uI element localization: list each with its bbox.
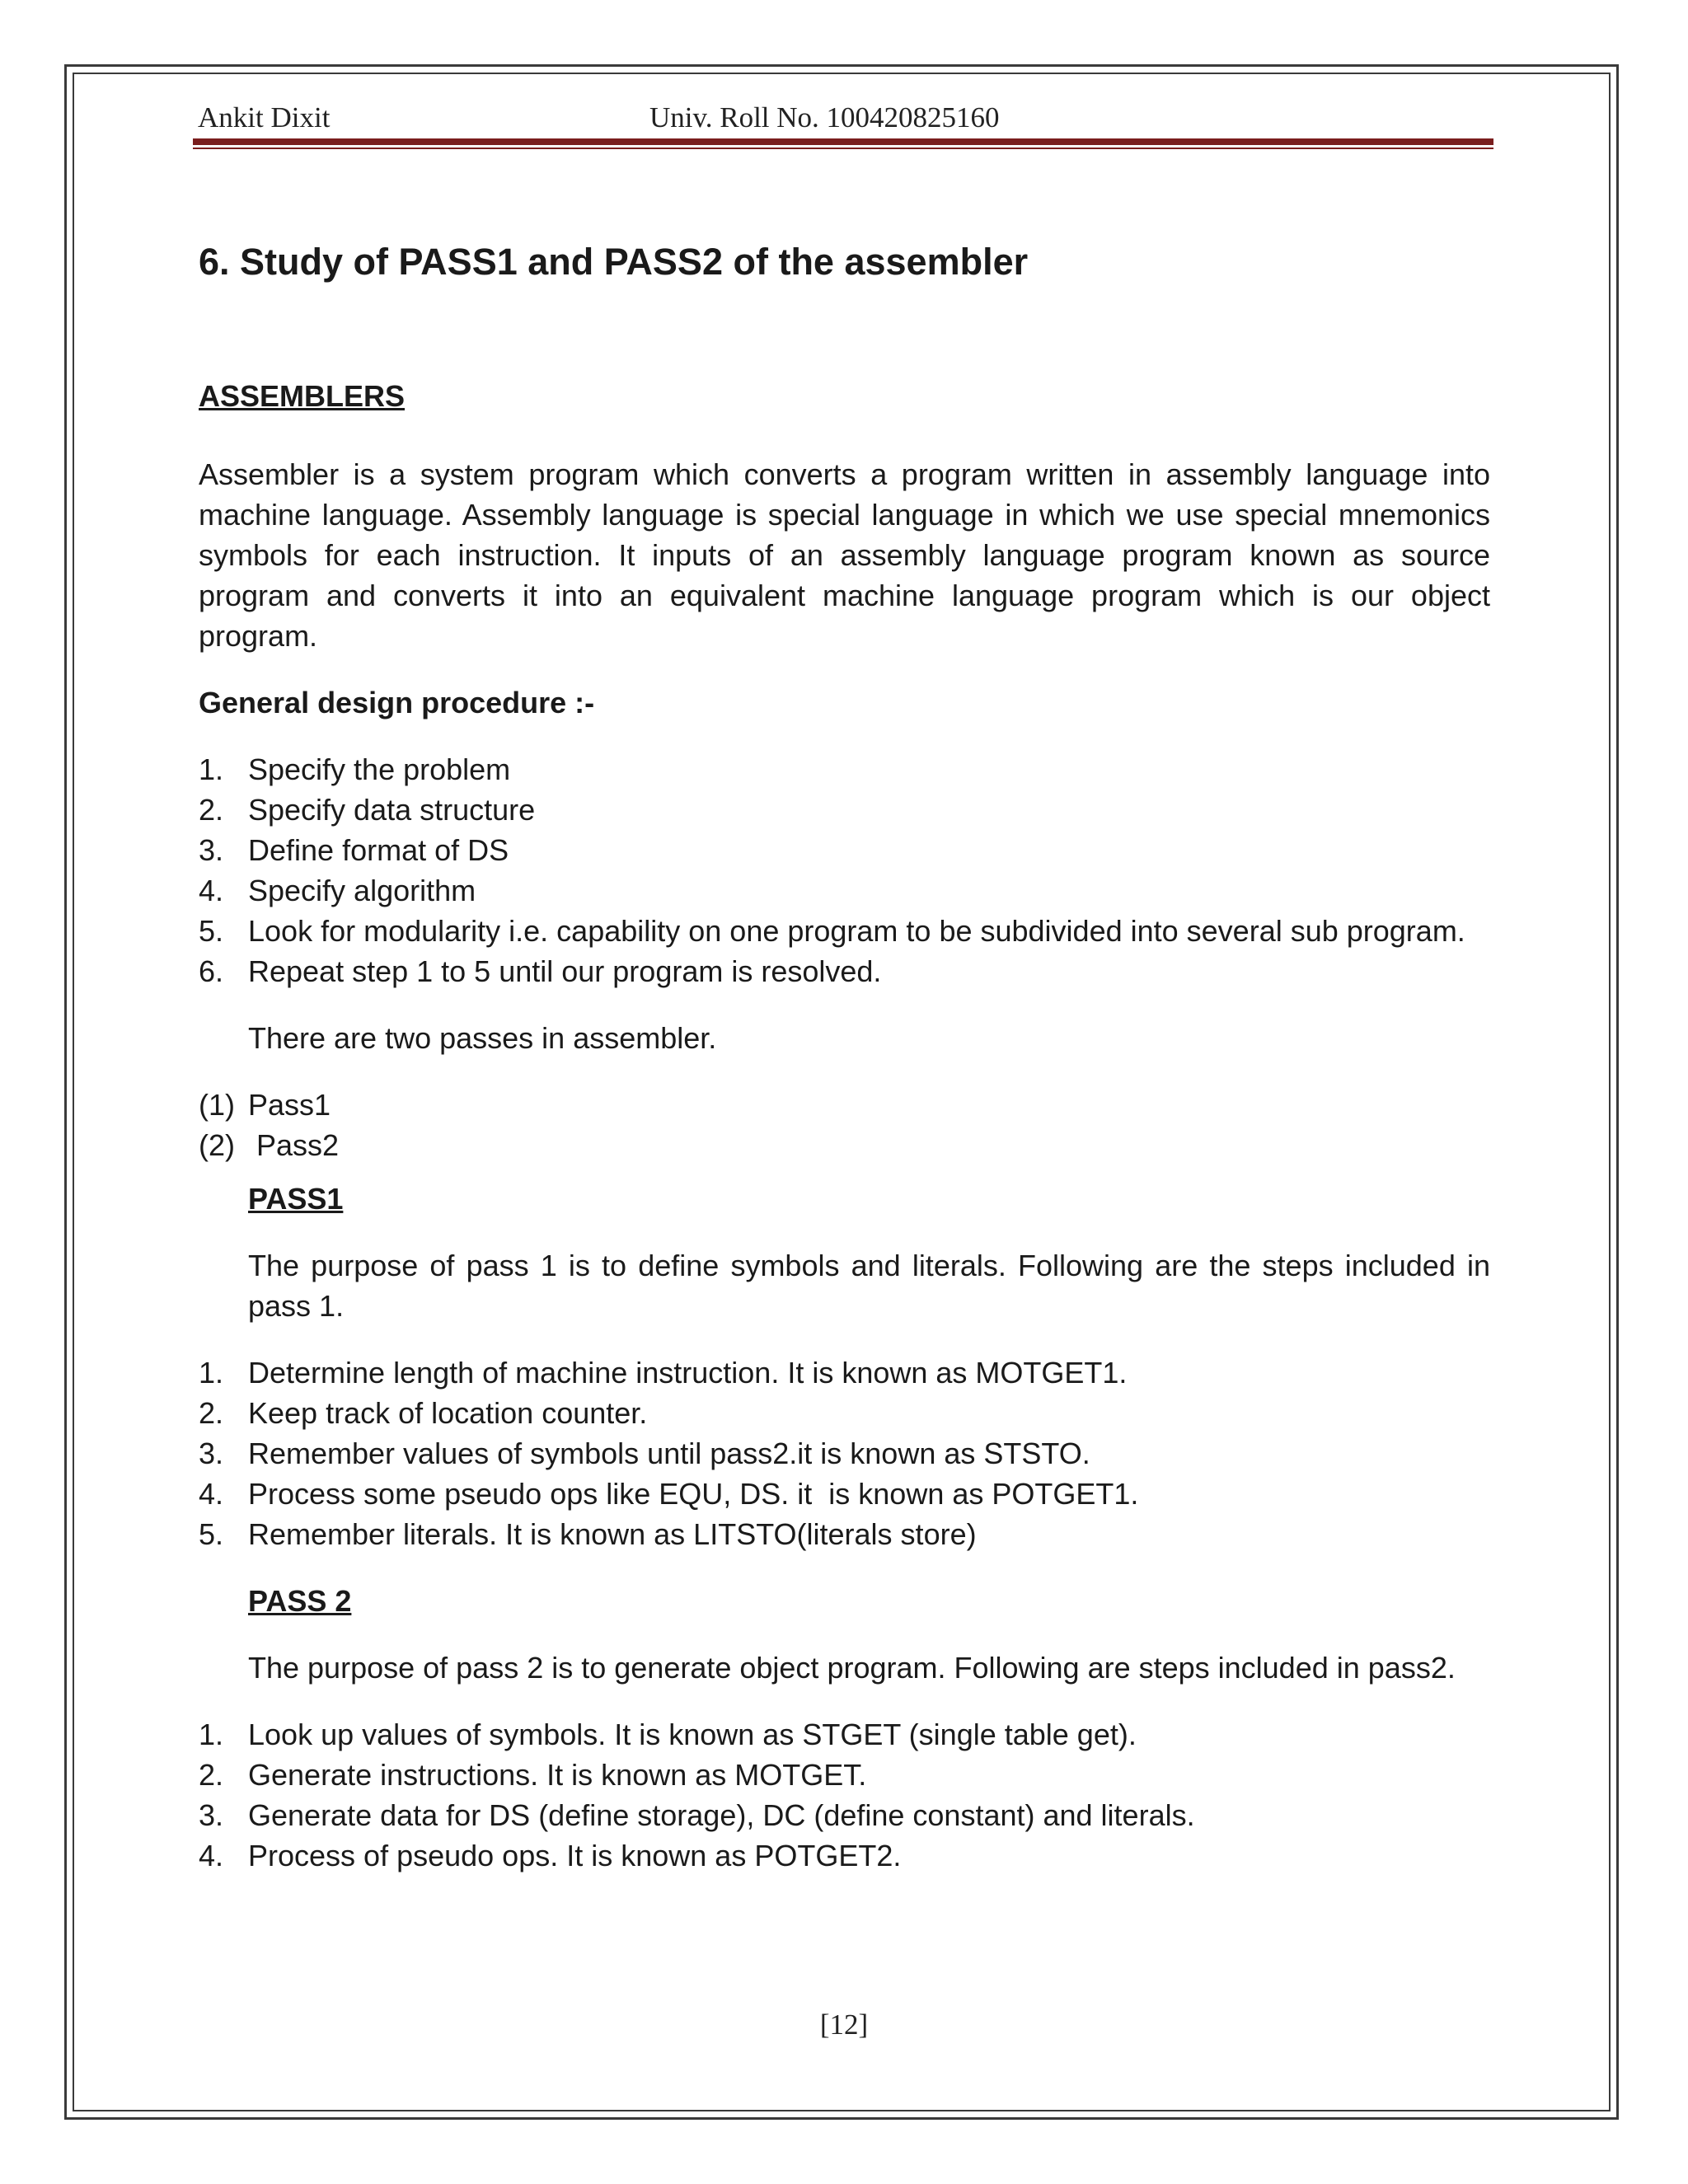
passes-list	[199, 1085, 1490, 1165]
list-text: Generate instructions. It is known as MOTGET.	[248, 1758, 867, 1792]
assemblers-paragraph: Assembler is a system program which converts a program written in assembly language into machine language. Assembly language is special language in which we use special mnemonics symbols for each instruction. It inputs of an assembly language program known as source program and converts it into an equivalent machine language program which is our object program.	[199, 457, 1490, 653]
list-item	[199, 1393, 1490, 1433]
list-item	[199, 790, 1490, 830]
list-number: 4.	[199, 1477, 224, 1511]
list-number: 3.	[199, 833, 224, 867]
pass1-heading: PASS1	[248, 1182, 344, 1216]
list-text: Specify algorithm	[248, 874, 476, 907]
list-item	[199, 1085, 1490, 1125]
design-heading: General design procedure :-	[199, 686, 595, 719]
list-item	[199, 1514, 1490, 1554]
list-number: (2)	[199, 1128, 235, 1162]
list-number: 3.	[199, 1436, 224, 1470]
list-text: Specify the problem	[248, 752, 511, 786]
list-text: Repeat step 1 to 5 until our program is resolved.	[248, 954, 882, 988]
list-text: Remember literals. It is known as LITSTO(literals store)	[248, 1517, 977, 1551]
list-number: 4.	[199, 1839, 224, 1872]
header-rule	[193, 138, 1493, 145]
header-roll-number: Univ. Roll No. 100420825160	[649, 101, 1000, 134]
list-number: 2.	[199, 793, 224, 827]
assemblers-heading: ASSEMBLERS	[199, 379, 406, 413]
pass1-paragraph: The purpose of pass 1 is to define symbols and literals. Following are the steps included in pass 1.	[248, 1249, 1490, 1323]
list-item	[199, 1433, 1490, 1474]
page-content	[199, 231, 1490, 1876]
list-text: Remember values of symbols until pass2.it is known as STSTO.	[248, 1436, 1090, 1470]
list-number: 1.	[199, 1356, 224, 1390]
list-text: Process some pseudo ops like EQU, DS. it is known as POTGET1.	[248, 1477, 1139, 1511]
list-number: 5.	[199, 1517, 224, 1551]
list-number: 1.	[199, 752, 224, 786]
list-number: 1.	[199, 1718, 224, 1751]
list-text: Keep track of location counter.	[248, 1396, 648, 1430]
list-number: 2.	[199, 1396, 224, 1430]
list-text: Determine length of machine instruction. It is known as MOTGET1.	[248, 1356, 1128, 1390]
list-text: Specify data structure	[248, 793, 536, 827]
page-number: [12]	[819, 2008, 869, 2041]
list-text: Look for modularity i.e. capability on one program to be subdivided into several sub program.	[248, 914, 1465, 948]
pass2-paragraph: The purpose of pass 2 is to generate object program. Following are steps included in pass2.	[248, 1651, 1456, 1685]
list-text: Pass2	[248, 1128, 340, 1162]
list-item	[199, 1125, 1490, 1165]
header-author: Ankit Dixit	[198, 101, 331, 134]
list-text: Pass1	[248, 1088, 331, 1122]
list-number: 2.	[199, 1758, 224, 1792]
page-title: 6. Study of PASS1 and PASS2 of the assembler	[199, 241, 1029, 283]
list-number: 6.	[199, 954, 224, 988]
pass1-steps-list	[199, 1352, 1490, 1554]
header-rule-thin	[193, 148, 1493, 149]
list-item	[199, 1714, 1490, 1755]
list-item	[199, 951, 1490, 991]
list-item	[199, 870, 1490, 911]
list-text: Generate data for DS (define storage), DC (define constant) and literals.	[248, 1798, 1195, 1832]
list-item	[199, 1755, 1490, 1795]
list-item	[199, 911, 1490, 951]
list-text: Define format of DS	[248, 833, 509, 867]
list-number: 5.	[199, 914, 224, 948]
list-item	[199, 749, 1490, 790]
list-text: Look up values of symbols. It is known as STGET (single table get).	[248, 1718, 1137, 1751]
list-item	[199, 1795, 1490, 1835]
list-number: 3.	[199, 1798, 224, 1832]
list-item	[199, 830, 1490, 870]
list-item	[199, 1352, 1490, 1393]
list-item	[199, 1835, 1490, 1876]
design-steps-list	[199, 749, 1490, 991]
list-text: Process of pseudo ops. It is known as POTGET2.	[248, 1839, 902, 1872]
passes-intro: There are two passes in assembler.	[248, 1021, 717, 1055]
list-number: (1)	[199, 1088, 235, 1122]
pass2-heading: PASS 2	[248, 1584, 352, 1618]
list-number: 4.	[199, 874, 224, 907]
pass2-steps-list	[199, 1714, 1490, 1876]
list-item	[199, 1474, 1490, 1514]
